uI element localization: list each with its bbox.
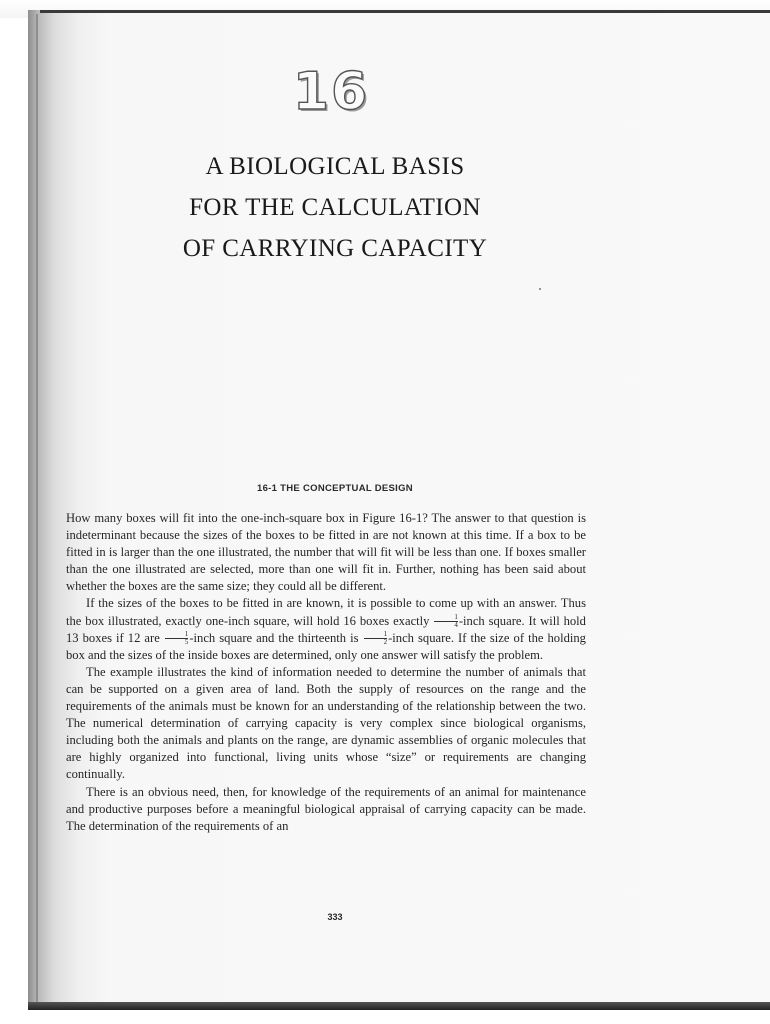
paragraph-2: [66, 595, 586, 663]
fraction-one-fifth: [165, 631, 189, 646]
chapter-number: 16: [292, 62, 370, 122]
fraction-numerator: 1: [364, 631, 388, 639]
fraction-one-quarter: [434, 614, 458, 629]
book-gutter-shadow: [36, 14, 38, 1004]
paragraph-2-part-d: -inch square. If the size of the holding box and the sizes of the inside boxes are determined, only one answer will satisfy the problem.: [66, 630, 586, 662]
fraction-numerator: 1: [165, 631, 189, 639]
fraction-denominator: 5: [184, 638, 189, 647]
chapter-title: [150, 146, 520, 269]
chapter-title-line-2: FOR THE CALCULATION: [189, 194, 481, 221]
page-number: 333: [327, 912, 343, 922]
paragraph-2-part-a: If the sizes of the boxes to be fitted in are known, it is possible to come up with an answer. Thus the box illustrated, exactly one-inch square, will hold 16 boxes exactly: [66, 596, 586, 628]
section-heading: 16-1 THE CONCEPTUAL DESIGN: [257, 483, 413, 494]
paragraph-2-part-c: -inch square and the thirteenth is: [189, 630, 363, 645]
fraction-one-half: [364, 631, 388, 646]
chapter-title-line-1: A BIOLOGICAL BASIS: [205, 153, 465, 180]
page-top-edge: [40, 10, 770, 13]
paragraph-1: How many boxes will fit into the one-inch-square box in Figure 16-1? The answer to that question is indeterminant because the sizes of the boxes to be fitted in are not known at this time. If a box to be fitted in is larger than the one illustrated, the number that will fit will be less than one. If boxes smaller than the one illustrated are selected, more than one will fit in. Further, nothing has been said about whether the boxes are the same size; they could all be different.: [66, 511, 586, 594]
paragraph-4: There is an obvious need, then, for knowledge of the requirements of an animal for maintenance and productive purposes before a meaningful biological appraisal of carrying capacity can be made. The determination of the requirements of an: [66, 784, 586, 833]
paragraph-2-part-b: -inch square. It will hold 13 boxes if 12 are: [66, 613, 586, 645]
fraction-numerator: 1: [434, 614, 458, 622]
fraction-denominator: 2: [383, 638, 388, 647]
paragraph-3: The example illustrates the kind of information needed to determine the number of animals that can be supported on a given area of land. Both the supply of resources on the range and the requirements of the animals must be known for an understanding of the relationship between the two. The numerical determination of carrying capacity is very complex since biological organisms, including both the animals and plants on the range, are dynamic assemblies of organic molecules that are highly organized into functional, living units whose “size” or requirements are changing continually.: [66, 664, 586, 782]
body-text: [66, 510, 586, 835]
page-bottom-edge: [28, 1002, 770, 1010]
scan-speck: [539, 288, 541, 290]
fraction-denominator: 4: [454, 621, 458, 630]
chapter-title-line-3: OF CARRYING CAPACITY: [182, 235, 488, 262]
